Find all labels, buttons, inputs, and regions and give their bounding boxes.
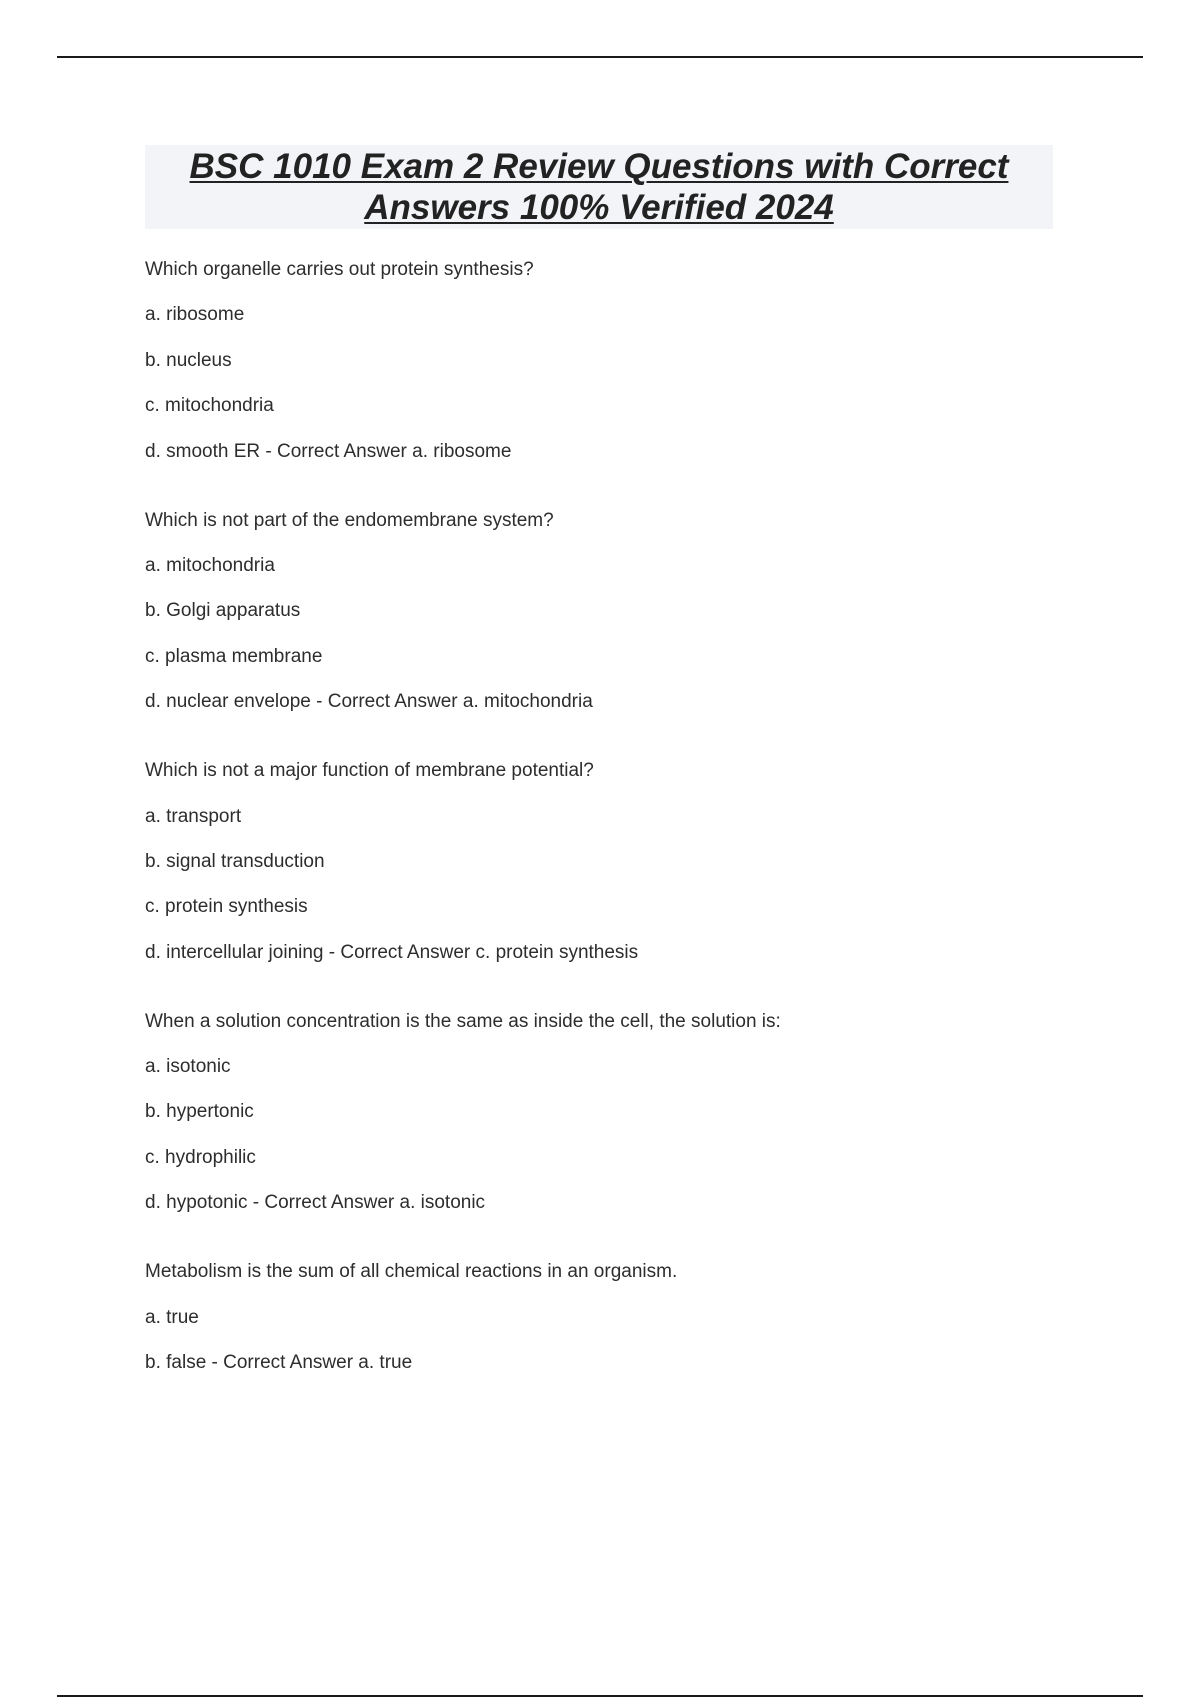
answer-option: c. protein synthesis (145, 896, 308, 918)
answer-option: a. ribosome (145, 304, 245, 326)
answer-option: c. mitochondria (145, 395, 274, 417)
question-prompt: Metabolism is the sum of all chemical reactions in an organism. (145, 1261, 678, 1283)
question-4 (145, 1010, 1065, 1216)
answer-option: c. hydrophilic (145, 1146, 256, 1168)
title-line-1: BSC 1010 Exam 2 Review Questions with Correct (189, 147, 1009, 186)
question-2 (145, 509, 1065, 715)
answer-option: b. Golgi apparatus (145, 600, 301, 622)
questions-list (145, 258, 1065, 1420)
question-3 (145, 759, 1065, 965)
title-line-2: Answers 100% Verified 2024 (364, 188, 834, 227)
answer-option-with-correct-answer: d. hypotonic - Correct Answer a. isotonic (145, 1192, 486, 1214)
top-rule (57, 56, 1143, 58)
question-prompt: Which is not a major function of membrane potential? (145, 760, 594, 782)
question-prompt: Which organelle carries out protein synthesis? (145, 259, 534, 280)
question-prompt: Which is not part of the endomembrane system? (145, 509, 554, 531)
answer-option: b. nucleus (145, 349, 232, 371)
answer-option: b. hypertonic (145, 1101, 254, 1123)
bottom-rule (57, 1695, 1143, 1697)
document-title (145, 145, 1053, 228)
answer-option-with-correct-answer: d. smooth ER - Correct Answer a. ribosome (145, 440, 512, 462)
answer-option-with-correct-answer: b. false - Correct Answer a. true (145, 1352, 413, 1374)
answer-option-with-correct-answer: d. intercellular joining - Correct Answer c. protein synthesis (145, 941, 639, 963)
title-box (145, 145, 1053, 229)
answer-option: a. isotonic (145, 1056, 231, 1078)
question-prompt: When a solution concentration is the same as inside the cell, the solution is: (145, 1010, 781, 1032)
question-1 (145, 258, 1065, 464)
answer-option-with-correct-answer: d. nuclear envelope - Correct Answer a. mitochondria (145, 691, 593, 713)
answer-option: c. plasma membrane (145, 645, 323, 667)
answer-option: a. true (145, 1306, 199, 1328)
answer-option: a. mitochondria (145, 554, 275, 576)
answer-option: a. transport (145, 805, 242, 827)
question-5 (145, 1260, 1065, 1375)
answer-option: b. signal transduction (145, 850, 325, 872)
